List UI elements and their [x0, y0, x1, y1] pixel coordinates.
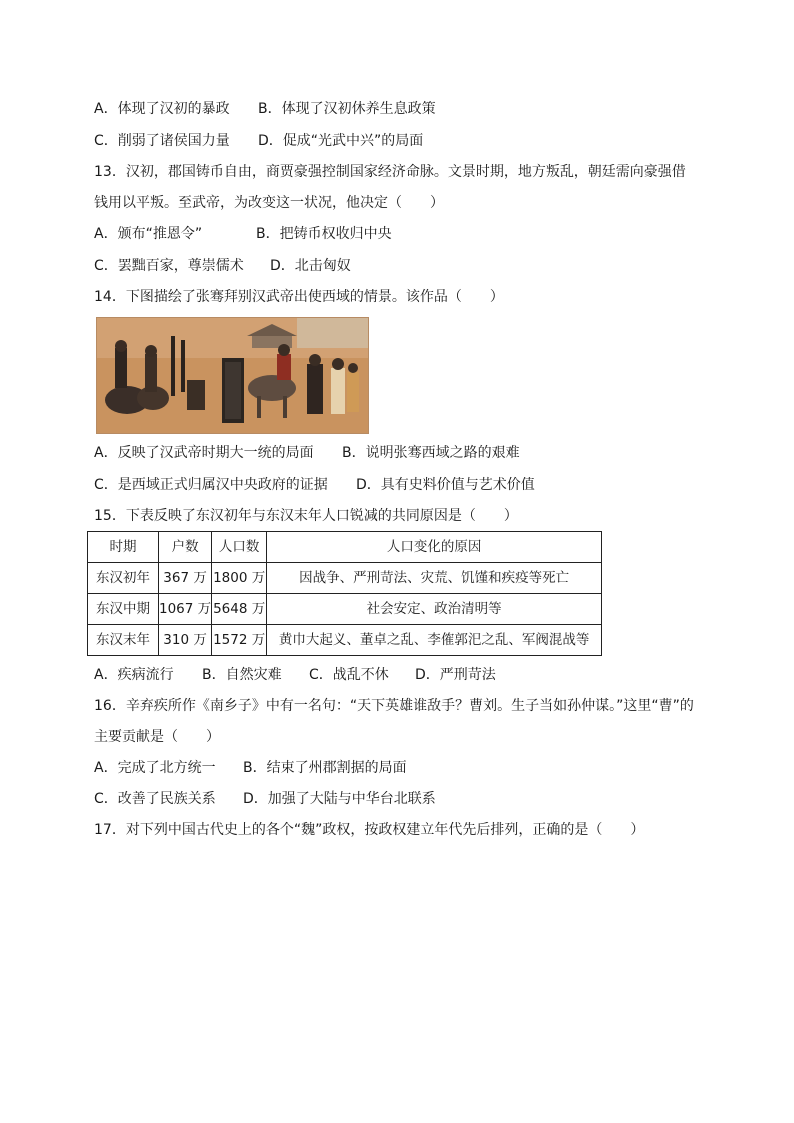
q12-option-c: C．削弱了诸侯国力量 [94, 133, 230, 149]
q13-option-b: B．把铸币权收归中央 [256, 226, 392, 242]
q16-options-row-2 [94, 790, 436, 808]
q13-stem-line-1: 13．汉初，郡国铸币自由，商贾豪强控制国家经济命脉。文景时期，地方叛乱，朝廷需向豪强借 [94, 164, 686, 180]
q14-option-c: C．是西域正式归属汉中央政府的证据 [94, 477, 328, 493]
q16-stem-line-1: 16．辛弃疾所作《南乡子》中有一名句：“天下英雄谁敌手？曹刘。生子当如孙仲谋。”这里“曹”的 [94, 698, 694, 714]
q14-option-b: B．说明张骞西域之路的艰难 [342, 445, 520, 461]
table-cell: 310 万 [159, 625, 212, 656]
zhang-qian-mural-image [96, 317, 369, 434]
q14-option-d: D．具有史料价值与艺术价值 [356, 477, 535, 493]
q13-options-row-1 [94, 225, 392, 243]
q14-stem: 14．下图描绘了张骞拜别汉武帝出使西域的情景。该作品（ ） [94, 289, 504, 305]
q12-option-a: A．体现了汉初的暴政 [94, 101, 230, 117]
q13-option-d: D．北击匈奴 [270, 258, 351, 274]
q13-option-a: A．颁布“推恩令” [94, 226, 203, 242]
q17-stem: 17．对下列中国古代史上的各个“魏”政权，按政权建立年代先后排列，正确的是（ ） [94, 822, 645, 838]
q14-options-row-1 [94, 444, 520, 462]
table-cell: 东汉初年 [88, 563, 159, 594]
q15-stem: 15．下表反映了东汉初年与东汉末年人口锐减的共同原因是（ ） [94, 508, 518, 524]
table-header-cell: 人口数 [212, 532, 267, 563]
table-cell: 黄巾大起义、董卓之乱、李傕郭汜之乱、军阀混战等 [267, 625, 602, 656]
table-cell: 东汉中期 [88, 594, 159, 625]
q15-option-a: A．疾病流行 [94, 667, 174, 683]
q14-options-row-2 [94, 476, 535, 494]
table-header-row [88, 532, 602, 563]
table-cell: 东汉末年 [88, 625, 159, 656]
q16-options-row-1 [94, 759, 407, 777]
q13-options-row-2 [94, 257, 351, 275]
table-cell: 367 万 [159, 563, 212, 594]
table-row [88, 594, 602, 625]
q15-option-d: D．严刑苛法 [415, 667, 496, 683]
q13-option-c: C．罢黜百家，尊崇儒术 [94, 258, 244, 274]
table-cell: 1572 万 [212, 625, 267, 656]
population-table [87, 531, 602, 656]
q16-option-a: A．完成了北方统一 [94, 760, 216, 776]
q16-option-b: B．结束了州郡割据的局面 [243, 760, 407, 776]
table-row [88, 625, 602, 656]
q12-option-d: D．促成“光武中兴”的局面 [258, 133, 424, 149]
q14-option-a: A．反映了汉武帝时期大一统的局面 [94, 445, 314, 461]
q13-stem-line-2: 钱用以平叛。至武帝，为改变这一状况，他决定（ ） [94, 195, 444, 211]
table-header-cell: 户数 [159, 532, 212, 563]
q12-option-b: B．体现了汉初休养生息政策 [258, 101, 436, 117]
table-cell: 1800 万 [212, 563, 267, 594]
table-cell: 1067 万 [159, 594, 212, 625]
table-header-cell: 时期 [88, 532, 159, 563]
q12-options-row-2 [94, 132, 423, 150]
q15-option-b: B．自然灾难 [202, 667, 282, 683]
table-cell: 因战争、严刑苛法、灾荒、饥馑和疾疫等死亡 [267, 563, 602, 594]
table-cell: 社会安定、政治清明等 [267, 594, 602, 625]
q15-options-row [94, 666, 496, 684]
table-header-cell: 人口变化的原因 [267, 532, 602, 563]
table-row [88, 563, 602, 594]
table-cell: 5648 万 [212, 594, 267, 625]
q16-stem-line-2: 主要贡献是（ ） [94, 729, 220, 745]
q16-option-d: D．加强了大陆与中华台北联系 [243, 791, 436, 807]
q15-option-c: C．战乱不休 [309, 667, 389, 683]
q16-option-c: C．改善了民族关系 [94, 791, 216, 807]
q12-options-row-1 [94, 100, 436, 118]
